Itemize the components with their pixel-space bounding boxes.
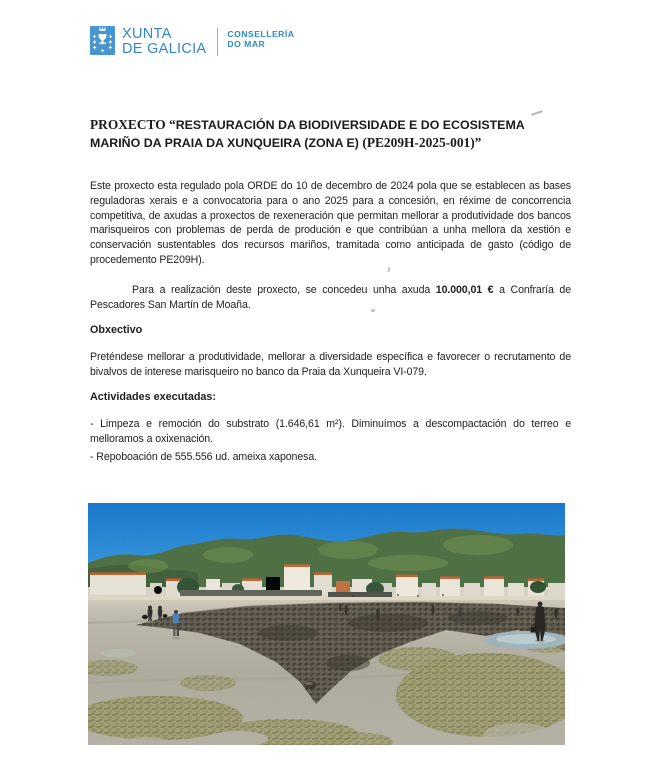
scan-artifact xyxy=(388,267,391,272)
scan-artifact xyxy=(371,309,375,312)
scan-artifact xyxy=(531,110,543,116)
paragraph-grant xyxy=(90,283,571,313)
logo-dept-line2: DO MAR xyxy=(227,39,266,49)
section-heading-objective: Obxectivo xyxy=(90,324,143,336)
xunta-de-galicia-logo xyxy=(90,26,294,57)
paragraph-objective: Preténdese mellorar a produtividade, mellorar a diversidade específica e favorecer o recrutamento de bivalvos de interese marisqueiro no banco da Praia da Xunqueira VI-079. xyxy=(90,351,571,378)
logo-org-name xyxy=(122,27,206,57)
logo-dept-line1: CONSELLERÍA xyxy=(227,29,295,39)
logo-org-line1: XUNTA xyxy=(122,26,172,42)
galicia-crest-icon xyxy=(90,26,115,55)
grant-text-before: Para a realización deste proxecto, se concedeu unha axuda xyxy=(132,284,436,296)
project-title xyxy=(90,116,571,152)
title-quoted: RESTAURACIÓN DA BIODIVERSIDADE E DO ECOSISTEMA MARIÑO DA PRAIA DA XUNQUEIRA (ZONA E) xyxy=(90,118,525,150)
title-prefix: PROXECTO “ xyxy=(90,117,176,132)
section-heading-activities: Actividades executadas: xyxy=(90,391,217,403)
logo-divider xyxy=(217,28,218,56)
grant-text-after: a Confraría de Pescadores San Martín de Moaña. xyxy=(90,284,571,311)
beach-restoration-photo xyxy=(88,503,565,745)
grant-amount: 10.000,01 € xyxy=(435,284,494,296)
title-code: (PE209H-2025-001)” xyxy=(362,135,482,150)
logo-org-line2: DE GALICIA xyxy=(122,41,207,57)
paragraph-regulation: Este proxecto esta regulado pola ORDE do 10 de decembro de 2024 pola que se establecen as bases reguladoras xerais e a convocatoria para o ano 2025 para a concesión, en réxime de concorrencia competitiva, de axudas a proxectos de rexeneración que permitan mellorar a produtividade dos bancos marisqueiros con problemas de perda de produción e que contribúan a unha mellora da xestión e conservación sustentables dos recursos mariños, tramitada como anticipada de gasto (código de procedemento PE209H). xyxy=(90,180,571,266)
activity-item-cleaning: - Limpeza e remoción do substrato (1.646,61 m²). Diminuímos a descompactación do terreo e melloramos a oxixenación. xyxy=(90,418,571,445)
activity-item-restocking: - Repoboación de 555.556 ud. ameixa xaponesa. xyxy=(90,451,317,463)
logo-department xyxy=(227,29,294,49)
